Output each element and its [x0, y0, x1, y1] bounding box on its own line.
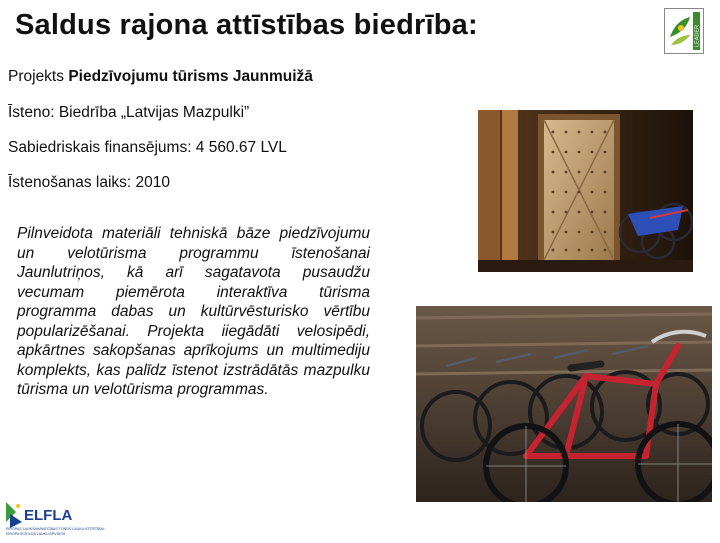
page-title: Saldus rajona attīstības biedrība: — [15, 9, 478, 41]
project-name: Piedzīvojumu tūrisms Jaunmuižā — [68, 68, 313, 85]
eu-flag-icon — [6, 502, 22, 528]
photo-storage-door — [478, 110, 693, 272]
elfla-line-1: EIROPAS LAUKSAIMNIECĪBAS FONDS LAUKU ATTĪSTĪBAI: — [6, 527, 105, 531]
photo-bicycles — [416, 306, 712, 502]
elfla-name: ELFLA — [24, 507, 73, 524]
period-line: Īstenošanas laiks: 2010 — [8, 174, 170, 191]
implementer-line: Īsteno: Biedrība „Latvijas Mazpulki” — [8, 104, 250, 121]
elfla-line-2: EIROPA IEGULDA LAUKU APVIDOS — [6, 532, 66, 536]
funding-line: Sabiedriskais finansējums: 4 560.67 LVL — [8, 139, 287, 156]
leader-logo-text: LEADER — [694, 24, 701, 47]
leader-emblem-icon — [665, 9, 703, 53]
project-line — [8, 68, 313, 86]
leader-logo — [664, 8, 704, 54]
elfla-logo — [4, 498, 154, 538]
project-description: Pilnveidota materiāli tehniskā bāze piedzīvojumu un velotūrisma programmu īstenošanai Jaunlutriņos, kā arī sagatavota pusaudžu vecumam piemērota interaktīva tūrisma programma dabas un kultūrvēsturisko vērtību popularizēšanai. Projekta iiegādāti velosipēdi, apkārtnes sakopšanas aprīkojums un multimediju komplekts, kas palīdz īstenot izstrādātās mazpulku tūrisma un velotūrisma programmas. — [17, 225, 370, 398]
project-prefix: Projekts — [8, 68, 69, 85]
